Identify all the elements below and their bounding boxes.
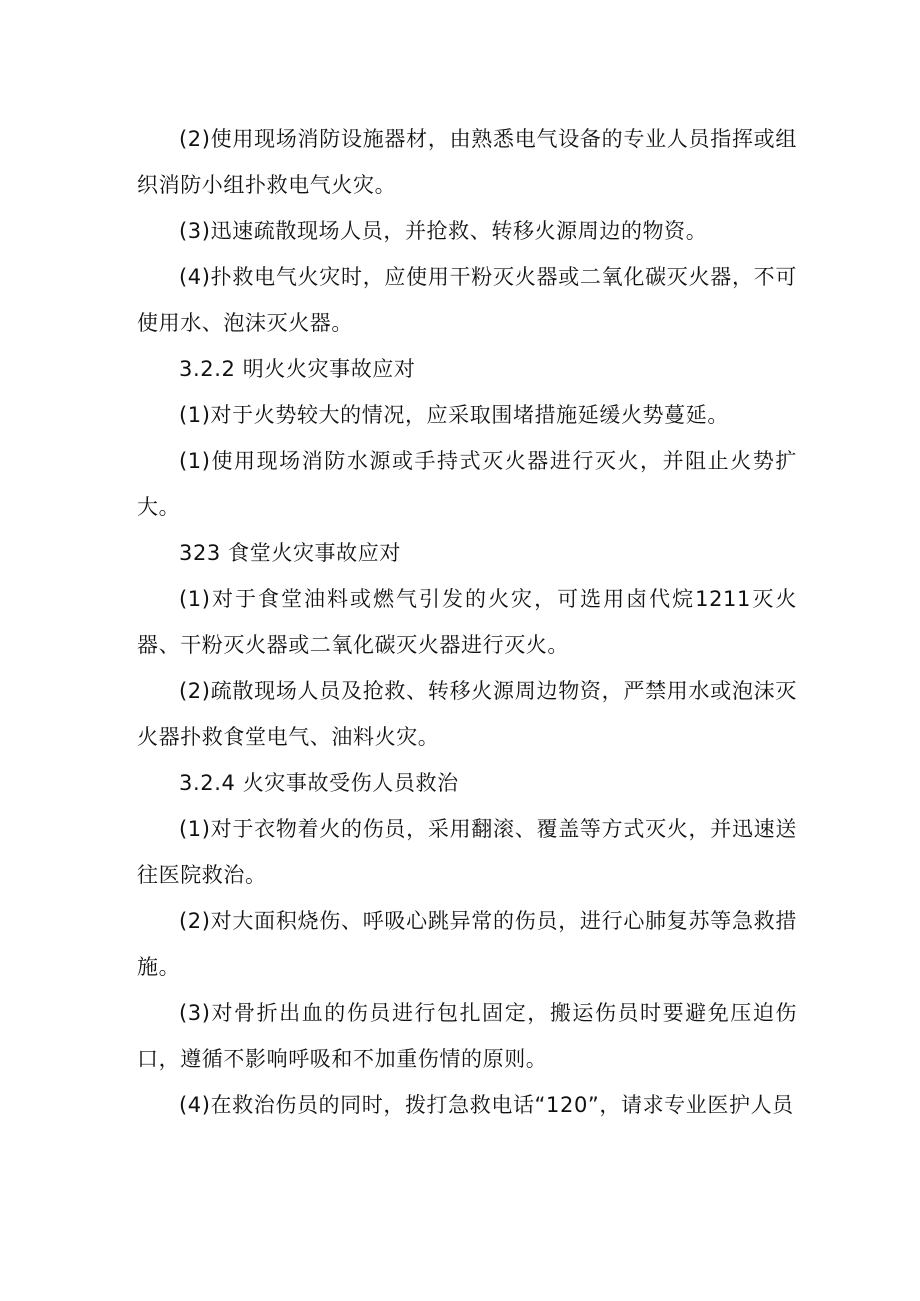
section-heading-3-2-4: 3.2.4 火灾事故受伤人员救治: [179, 771, 459, 795]
paragraph-canteen-fire-1: (1)对于食堂油料或燃气引发的火灾，可选用卤代烷1211灭火器、干粉灭火器或二氧化碳灭火器进行灭火。: [137, 587, 797, 657]
paragraph-injury-3: (3)对骨折出血的伤员进行包扎固定，搬运伤员时要避免压迫伤口，遵循不影响呼吸和不加重伤情的原则。: [137, 1001, 797, 1071]
paragraph-canteen-fire-2: (2)疏散现场人员及抢救、转移火源周边物资，严禁用水或泡沫灭火器扑救食堂电气、油料火灾。: [137, 679, 797, 749]
paragraph-injury-2: (2)对大面积烧伤、呼吸心跳异常的伤员，进行心肺复苏等急救措施。: [137, 909, 797, 979]
document-body: [137, 116, 797, 1128]
paragraph-open-fire-1b: (1)使用现场消防水源或手持式灭火器进行灭火，并阻止火势扩大。: [137, 449, 797, 519]
paragraph-electrical-fire-2: (2)使用现场消防设施器材，由熟悉电气设备的专业人员指挥或组织消防小组扑救电气火灾。: [137, 127, 797, 197]
paragraph-electrical-fire-4: (4)扑救电气火灾时，应使用干粉灭火器或二氧化碳灭火器，不可使用水、泡沫灭火器。: [137, 265, 797, 335]
section-heading-3-2-2: 3.2.2 明火火灾事故应对: [179, 357, 416, 381]
paragraph-injury-1: (1)对于衣物着火的伤员，采用翻滚、覆盖等方式灭火，并迅速送往医院救治。: [137, 817, 797, 887]
section-heading-3-2-3: 323 食堂火灾事故应对: [179, 541, 401, 565]
paragraph-electrical-fire-3: (3)迅速疏散现场人员，并抢救、转移火源周边的物资。: [179, 219, 708, 243]
paragraph-injury-4: (4)在救治伤员的同时，拨打急救电话“120”，请求专业医护人员: [179, 1093, 794, 1117]
paragraph-open-fire-1a: (1)对于火势较大的情况，应采取围堵措施延缓火势蔓延。: [179, 403, 729, 427]
